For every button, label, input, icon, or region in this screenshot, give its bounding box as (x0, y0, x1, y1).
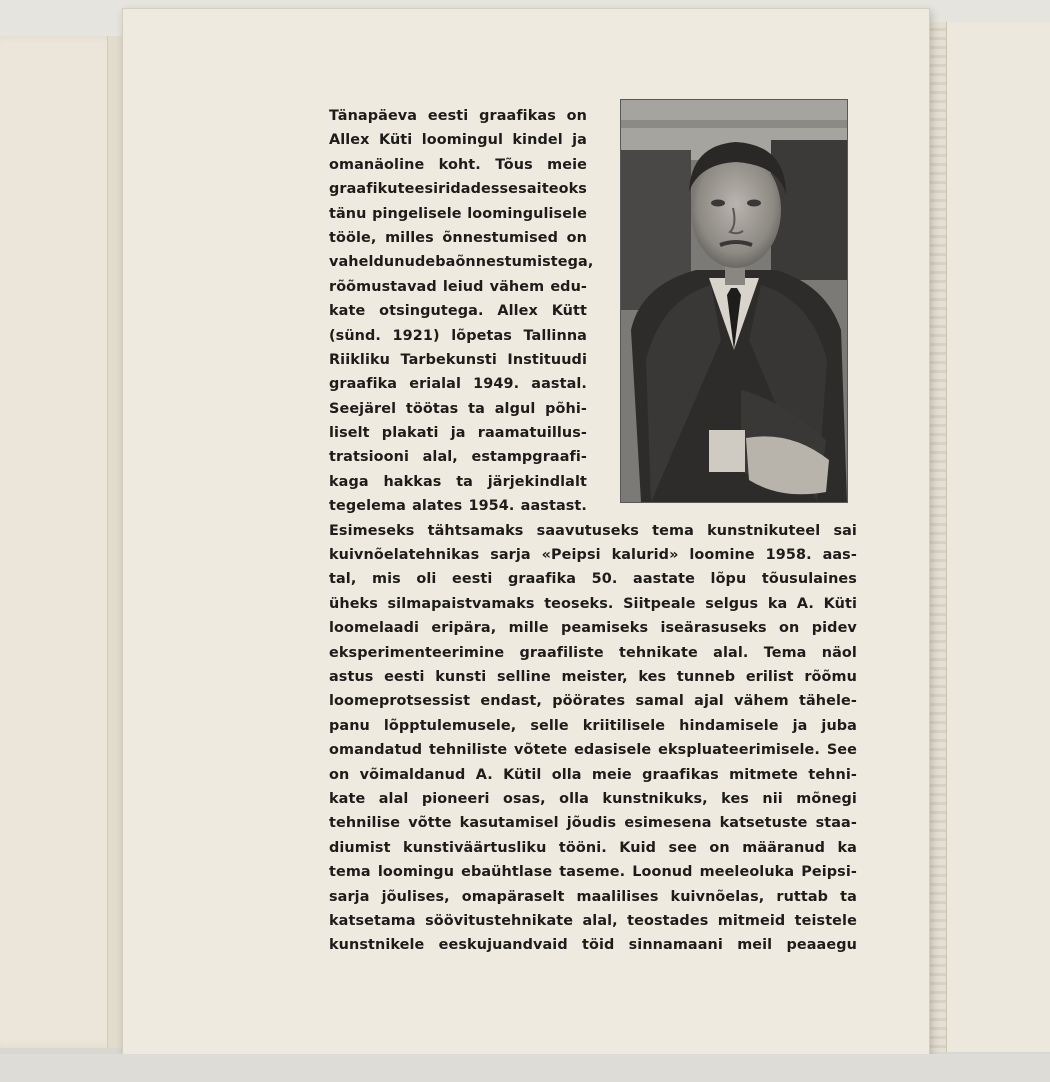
text-line: panu lõpptulemusele, selle kriitilisele hindamisele ja juba (329, 717, 857, 734)
text-line: tegelema alates 1954. aastast. (329, 498, 587, 515)
text-line: (sünd. 1921) lõpetas Tallinna (329, 327, 587, 344)
text-line: omandatud tehniliste võtete edasisele ekspluateerimisele. See (329, 742, 857, 759)
text-line: üheks silmapaistvamaks teoseks. Siitpeale selgus ka A. Küti (329, 595, 857, 612)
text-line: graafikute esiridadesse sai teoks (329, 181, 587, 198)
text-line: on võimaldanud A. Kütil olla meie graafikas mitmete tehni- (329, 766, 857, 783)
text-line: diumist kunstiväärtusliku tööni. Kuid see on määranud ka (329, 839, 857, 856)
text-line: loomeprotsessist endast, pöörates samal ajal vähem tähele- (329, 693, 857, 710)
text-line: kunstnikele eeskujuandvaid töid sinnamaani meil peaaegu (329, 937, 857, 954)
text-line: tema loomingu ebaühtlase taseme. Loonud meeleoluka Peipsi- (329, 864, 857, 881)
text-line: tal, mis oli eesti graafika 50. aastate lõpu tõusulaines (329, 571, 857, 588)
text-line: loomelaadi eripära, mille peamiseks iseärasuseks on pidev (329, 620, 857, 637)
text-line: katsetama söövitustehnikate alal, teostades mitmeid teistele (329, 912, 857, 929)
text-line: rõõmustavad leiud vähem edu- (329, 278, 587, 295)
text-line: Riikliku Tarbekunsti Instituudi (329, 351, 587, 368)
text-line: kuivnõelatehnikas sarja «Peipsi kalurid» loomine 1958. aas- (329, 547, 857, 564)
text-line: astus eesti kunsti selline meister, kes tunneb erilist rõõmu (329, 668, 857, 685)
text-line: kate otsingutega. Allex Kütt (329, 303, 587, 320)
folder-right-flap (928, 22, 1050, 1052)
text-line: eksperimenteerimine graafiliste tehnikate alal. Tema näol (329, 644, 857, 661)
text-line: kate alal pioneeri osas, olla kunstnikuks, kes nii mõnegi (329, 790, 857, 807)
text-line: Esimeseks tähtsamaks saavutuseks tema kunstnikuteel sai (329, 522, 857, 539)
text-line: Seejärel töötas ta algul põhi- (329, 400, 587, 417)
folder-spine (107, 36, 122, 1048)
text-line: tänu pingelisele loomingulisele (329, 205, 587, 222)
text-line: tööle, milles õnnestumised on (329, 229, 587, 246)
text-line: omanäoline koht. Tõus meie (329, 156, 587, 173)
text-line: liselt plakati ja raamatuillus- (329, 425, 587, 442)
text-line: graafika erialal 1949. aastal. (329, 376, 587, 393)
text-line: tehnilise võtte kasutamisel jõudis esimesena katsetuste staa- (329, 815, 857, 832)
text-line: tratsiooni alal, estampgraafi- (329, 449, 587, 466)
folder-left-flap (0, 36, 123, 1048)
body-paragraph (329, 519, 857, 958)
text-line: kaga hakkas ta järjekindlalt (329, 473, 587, 490)
folder-hinge (928, 22, 947, 1052)
portrait-illustration (621, 100, 847, 502)
text-line: Allex Küti loomingul kindel ja (329, 132, 587, 149)
text-line: sarja jõulises, omapäraselt maalilises kuivnõelas, ruttab ta (329, 888, 857, 905)
author-portrait-photo (621, 100, 847, 502)
bottom-backdrop (0, 1054, 1050, 1082)
text-line: Tänapäeva eesti graafikas on (329, 108, 587, 124)
text-line: vaheldunud ebaõnnestumistega, (329, 254, 594, 271)
document-page (122, 8, 930, 1056)
